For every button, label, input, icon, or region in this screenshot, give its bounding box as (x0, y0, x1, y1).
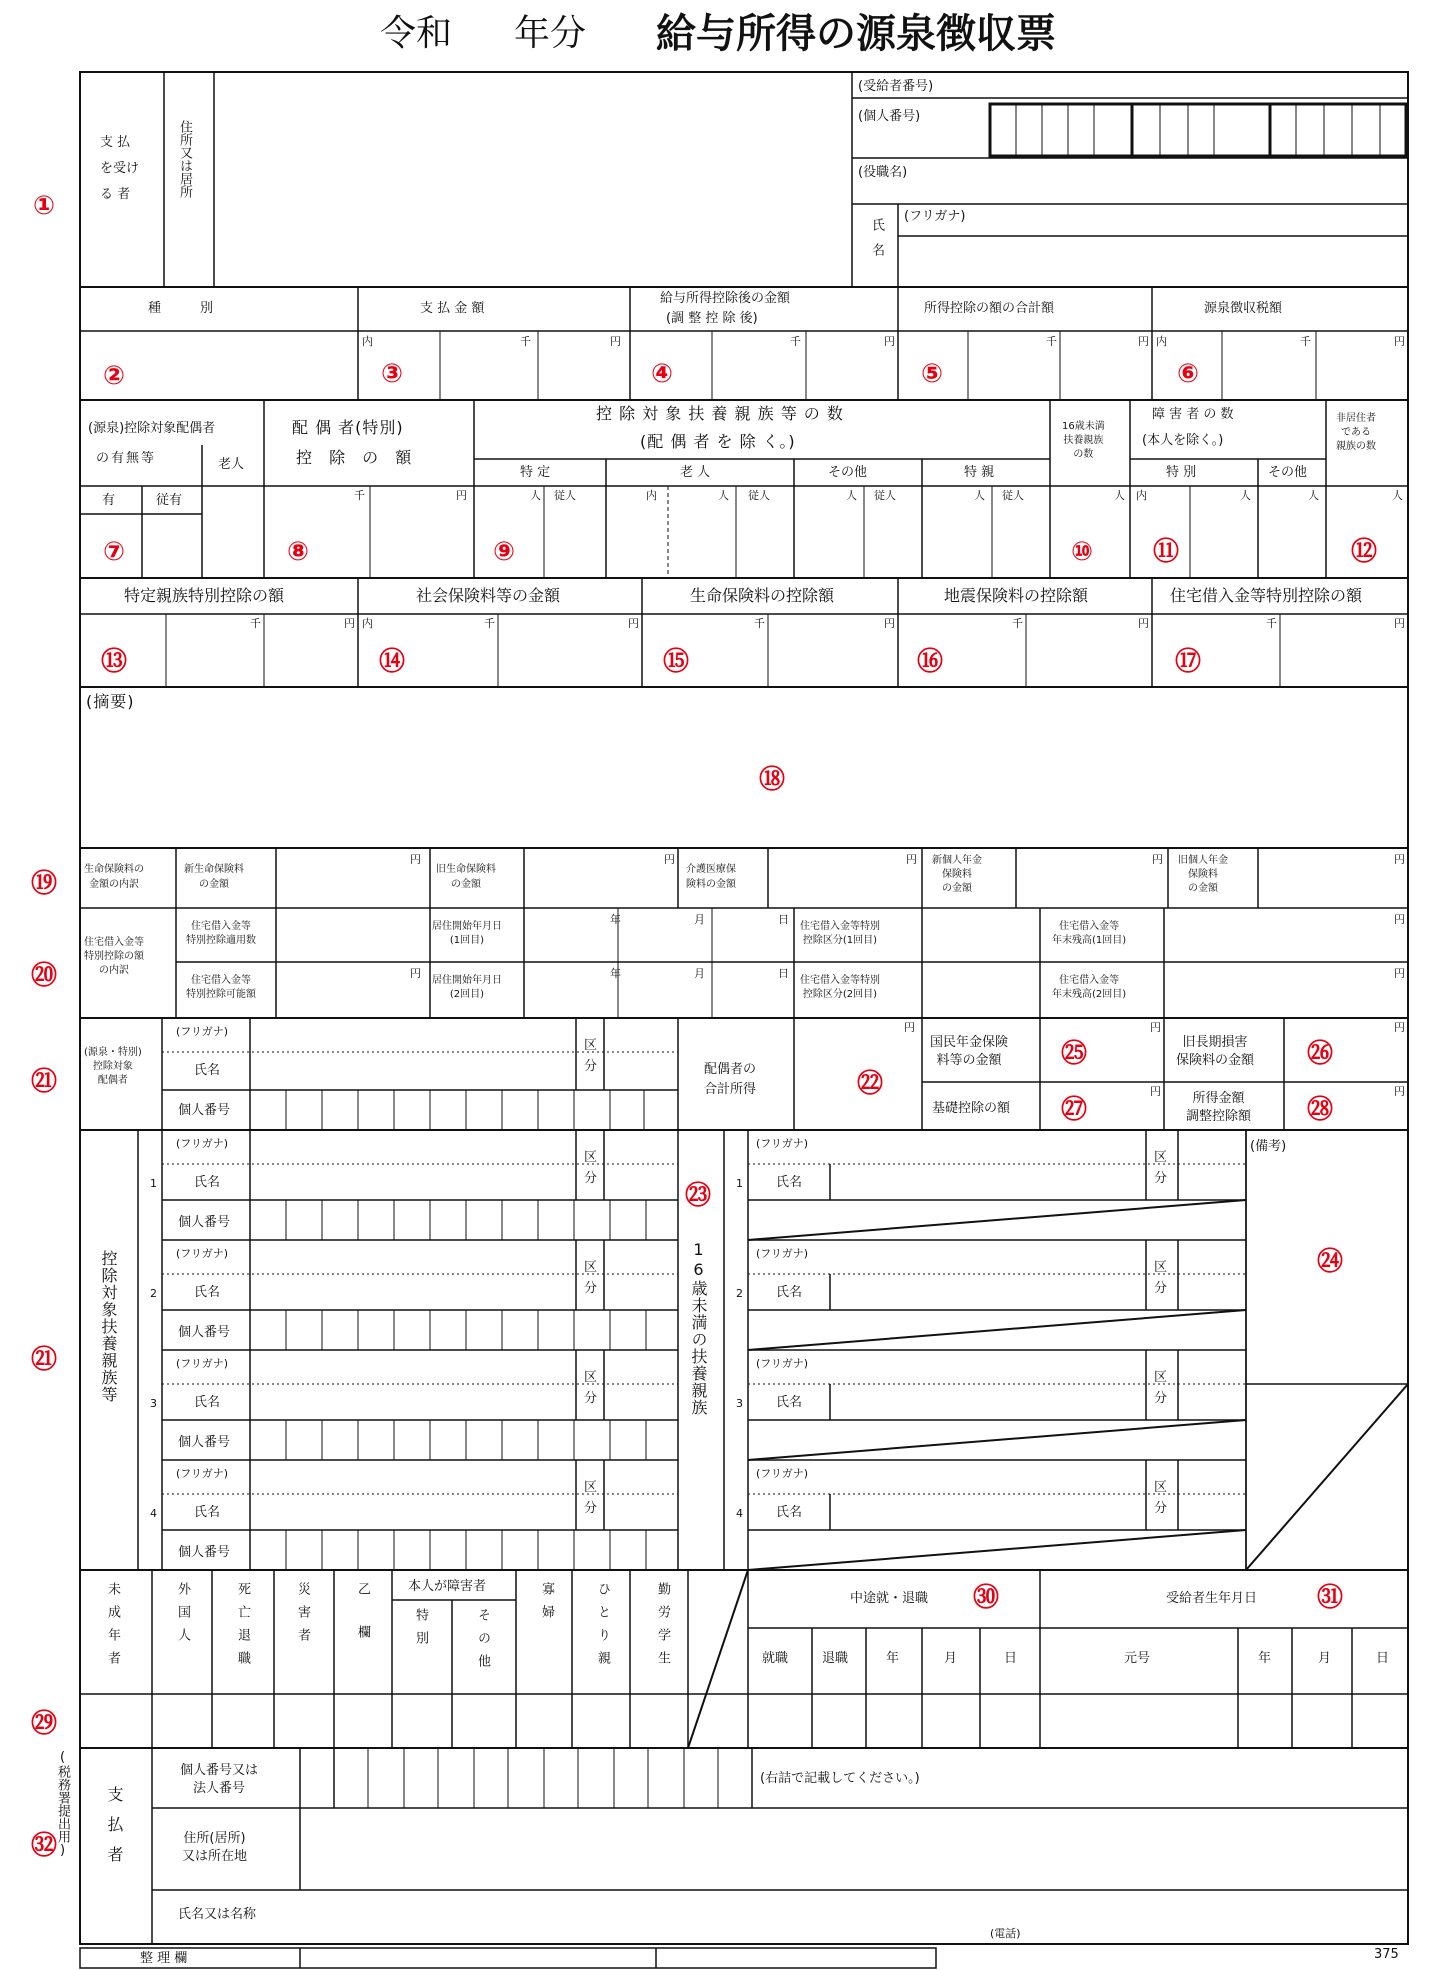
red-marker: ㉜ (30, 1831, 58, 1861)
recipient-id-label: (受給者番号) (858, 79, 934, 94)
dependent-pno-label: 個人番号 (178, 1325, 231, 1340)
dependent-number: 3 (150, 1397, 157, 1410)
unit-sen: 千 (790, 335, 801, 348)
unit-en: 円 (884, 335, 895, 348)
red-marker: ④ (650, 359, 674, 389)
unit-sen: 千 (520, 335, 531, 348)
earthquake-header: 地震保険料の控除額 (944, 586, 1089, 605)
unit-en: 円 (884, 617, 895, 630)
self-disabled-label: 本人が障害者 (408, 1579, 487, 1594)
seiri-label: 整 理 欄 (140, 1951, 188, 1966)
red-marker: ㉘ (1306, 1095, 1334, 1125)
title-era: 令和 (380, 13, 453, 54)
red-marker: ㉑ (30, 1067, 58, 1097)
unit-month: 月 (694, 913, 705, 926)
adjust-deduction-label: 所得金額 調整控除額 (1186, 1091, 1252, 1125)
dependent-number: 4 (150, 1507, 157, 1520)
disabled-other: その他 (1268, 465, 1308, 480)
tax-office-copy-label: (税務署提出用) (55, 1750, 70, 1858)
life-ins-label: 生命保険料の 金額の内訳 (84, 864, 144, 890)
remarks-label: (備考) (1250, 1139, 1287, 1154)
under16-furigana: (フリガナ) (756, 1467, 809, 1480)
dependent-name-label: 氏名 (194, 1175, 221, 1190)
housing-balance-1: 住宅借入金等 年末残高(1回目) (1052, 921, 1127, 946)
payer-label: 支払者 (105, 1786, 124, 1876)
under16-number: 3 (736, 1397, 743, 1410)
unit-en: 円 (1150, 1021, 1161, 1034)
dep-specific: 特 定 (520, 465, 551, 480)
old-pension-ins: 旧個人年金 保険料 の金額 (1178, 855, 1228, 894)
yes-label: 有 (102, 493, 116, 508)
unit-jyu: 従人 (554, 489, 576, 502)
life-insurance-header: 生命保険料の控除額 (690, 586, 835, 605)
bottom-col-label: 死亡退職 (235, 1582, 250, 1674)
housing-balance-2: 住宅借入金等 年末残高(2回目) (1052, 975, 1127, 1000)
bottom-col-label: 勤労学生 (655, 1582, 670, 1674)
payer-pno-label: 個人番号又は 法人番号 (180, 1763, 259, 1797)
under16-kubun: 区 分 (1154, 1260, 1168, 1296)
red-marker: ⑧ (286, 537, 310, 567)
unit-en: 円 (410, 853, 421, 866)
dependent-furigana: (フリガナ) (176, 1467, 229, 1480)
form-code: 375 (1374, 1947, 1399, 1962)
spouse-detail-label: (源泉・特別) 控除対象 配偶者 (84, 1047, 142, 1086)
bottom-sub-label: 月 (1318, 1651, 1332, 1666)
name-label: 氏名 (869, 218, 884, 268)
bottom-col-label: 外国人 (175, 1582, 190, 1651)
red-marker: ⑤ (920, 359, 944, 389)
unit-sen: 千 (1266, 617, 1277, 630)
housing-loan-header: 住宅借入金等特別控除の額 (1170, 586, 1363, 605)
unit-en: 円 (1138, 335, 1149, 348)
dependent-kubun: 区 分 (584, 1370, 598, 1406)
under16-detail-label: 16歳未満の扶養親族 (689, 1240, 708, 1416)
unit-uchi: 内 (362, 617, 373, 630)
unit-en: 円 (1394, 1021, 1405, 1034)
under16-name-label: 氏名 (776, 1175, 803, 1190)
right-align-note: (右詰で記載してください。) (760, 1771, 920, 1786)
red-marker: ⑬ (100, 647, 128, 677)
recipient-label: 支 払 を受け る 者 (100, 135, 140, 202)
total-deduction-header: 所得控除の額の合計額 (924, 301, 1055, 316)
unit-person: 人 (1308, 489, 1319, 502)
red-marker: ㉚ (972, 1583, 1000, 1613)
red-marker: ㉓ (684, 1181, 712, 1211)
summary-label: (摘要) (86, 692, 135, 711)
red-marker: ⑱ (758, 765, 786, 795)
social-insurance-header: 社会保険料等の金額 (416, 586, 561, 605)
title-year: 年分 (514, 13, 587, 54)
pension-label: 国民年金保険 料等の金額 (930, 1035, 1009, 1069)
old-life-ins: 旧生命保険料 の金額 (436, 864, 496, 890)
unit-en: 円 (906, 853, 917, 866)
self-disabled-col: その他 (475, 1608, 490, 1677)
unit-en: 円 (1394, 617, 1405, 630)
unit-sen: 千 (484, 617, 495, 630)
specific-relative-header: 特定親族特別控除の額 (124, 586, 285, 605)
unit-en: 円 (1150, 1085, 1161, 1098)
dep-special: 特 親 (964, 465, 995, 480)
dependent-kubun: 区 分 (584, 1260, 598, 1296)
phone-label: (電話) (990, 1927, 1021, 1940)
page-title: 給与所得の源泉徴収票 (656, 11, 1056, 57)
unit-uchi: 内 (1136, 489, 1147, 502)
unit-sen: 千 (1012, 617, 1023, 630)
spouse-header-2: の有無等 (96, 451, 157, 466)
housing-category-1: 住宅借入金等特別 控除区分(1回目) (800, 921, 880, 946)
under16-kubun: 区 分 (1154, 1150, 1168, 1186)
dependent-pno-label: 個人番号 (178, 1435, 231, 1450)
unit-person: 人 (974, 489, 985, 502)
self-disabled-col: 特別 (413, 1608, 428, 1654)
under16-furigana: (フリガナ) (756, 1247, 809, 1260)
unit-person: 人 (530, 489, 541, 502)
unit-en: 円 (610, 335, 621, 348)
unit-jyu: 従人 (1002, 489, 1024, 502)
red-marker: ㉔ (1316, 1247, 1344, 1277)
spouse-total-income: 配偶者の 合計所得 (704, 1062, 757, 1097)
under16-name-label: 氏名 (776, 1395, 803, 1410)
red-marker: ㉒ (856, 1069, 884, 1099)
unit-en: 円 (1394, 967, 1405, 980)
bottom-col-label: 未成年者 (105, 1582, 120, 1674)
nonresident-label: 非居住者 である 親族の数 (1336, 413, 1376, 452)
birth-label: 受給者生年月日 (1166, 1591, 1258, 1606)
unit-en: 円 (1394, 1085, 1405, 1098)
unit-month: 月 (694, 967, 705, 980)
bottom-col-label: 乙欄 (355, 1582, 370, 1668)
under16-furigana: (フリガナ) (756, 1357, 809, 1370)
unit-en: 円 (410, 967, 421, 980)
spouse-kubun: 区 分 (584, 1038, 598, 1074)
housing-applicable: 住宅借入金等 特別控除適用数 (186, 921, 256, 946)
midway-label: 中途就・退職 (850, 1591, 929, 1606)
red-marker: ⑨ (492, 537, 516, 567)
spouse-deduction-label-2: 控 除 の 額 (296, 448, 418, 467)
bottom-sub-label: 月 (944, 1651, 958, 1666)
unit-en: 円 (904, 1021, 915, 1034)
unit-jyu: 従人 (748, 489, 770, 502)
dependents-header-2: (配 偶 者 を 除 く。) (640, 432, 796, 451)
unit-uchi: 内 (362, 335, 373, 348)
bottom-sub-label: 就職 (762, 1651, 789, 1666)
under16-name-label: 氏名 (776, 1505, 803, 1520)
unit-en: 円 (664, 853, 675, 866)
payment-header: 支 払 金 額 (420, 301, 485, 316)
under16-kubun: 区 分 (1154, 1480, 1168, 1516)
furigana-label: (フリガナ) (904, 209, 966, 224)
bottom-sub-label: 元号 (1124, 1651, 1151, 1666)
bottom-col-label: ひとり親 (595, 1582, 610, 1674)
red-marker: ㉙ (30, 1709, 58, 1739)
unit-jyu: 従人 (874, 489, 896, 502)
unit-year: 年 (610, 967, 621, 980)
dependent-kubun: 区 分 (584, 1480, 598, 1516)
unit-en: 円 (628, 617, 639, 630)
red-marker: ③ (380, 359, 404, 389)
start-date-1: 居住開始年月日 (1回目) (432, 921, 502, 946)
under16-number: 2 (736, 1287, 743, 1300)
unit-year: 年 (610, 913, 621, 926)
red-marker: ⑲ (30, 869, 58, 899)
unit-en: 円 (1394, 913, 1405, 926)
jyu-yes-label: 従有 (156, 493, 183, 508)
dependent-pno-label: 個人番号 (178, 1215, 231, 1230)
dependent-furigana: (フリガナ) (176, 1247, 229, 1260)
dependent-number: 1 (150, 1177, 157, 1190)
dependents-detail-label: 控除対象扶養親族等 (99, 1250, 118, 1403)
unit-person: 人 (1392, 489, 1403, 502)
red-marker: ㉗ (1060, 1095, 1088, 1125)
dependent-name-label: 氏名 (194, 1505, 221, 1520)
after-deduction-header: 給与所得控除後の金額 (660, 291, 791, 306)
bottom-sub-label: 日 (1376, 1651, 1390, 1666)
housing-category-2: 住宅借入金等特別 控除区分(2回目) (800, 975, 880, 1000)
old-long-label: 旧長期損害 保険料の金額 (1176, 1035, 1255, 1069)
basic-deduction-label: 基礎控除の額 (932, 1101, 1011, 1116)
dependent-furigana: (フリガナ) (176, 1137, 229, 1150)
disabled-header-2: (本人を除く。) (1142, 433, 1224, 448)
withholding-header: 源泉徴収税額 (1204, 301, 1283, 316)
dependents-header: 控 除 対 象 扶 養 親 族 等 の 数 (596, 404, 844, 423)
unit-person: 人 (1114, 489, 1125, 502)
unit-uchi: 内 (646, 489, 657, 502)
adjust-header: (調 整 控 除 後) (666, 311, 758, 326)
position-label: (役職名) (858, 165, 908, 180)
spouse-deduction-label: 配 偶 者(特別) (292, 418, 404, 437)
red-marker: ⑪ (1152, 537, 1180, 567)
start-date-2: 居住開始年月日 (2回目) (432, 975, 502, 1000)
new-pension-ins: 新個人年金 保険料 の金額 (932, 855, 982, 894)
red-marker: ⑩ (1070, 537, 1094, 567)
dep-other: その他 (828, 465, 868, 480)
unit-person: 人 (1240, 489, 1251, 502)
unit-person: 人 (718, 489, 729, 502)
dependent-name-label: 氏名 (194, 1395, 221, 1410)
spouse-name-label: 氏名 (194, 1063, 221, 1078)
unit-sen: 千 (1046, 335, 1057, 348)
bottom-sub-label: 退職 (822, 1651, 849, 1666)
red-marker: ⑥ (1176, 359, 1200, 389)
red-marker: ⑰ (1174, 647, 1202, 677)
under16-name-label: 氏名 (776, 1285, 803, 1300)
payer-address-label: 住所(居所) 又は所在地 (182, 1831, 248, 1865)
spouse-furigana: (フリガナ) (176, 1025, 229, 1038)
disabled-header: 障 害 者 の 数 (1152, 407, 1234, 422)
under16-number: 1 (736, 1177, 743, 1190)
unit-day: 日 (778, 913, 789, 926)
dependent-number: 2 (150, 1287, 157, 1300)
under16-label: 16歳未満 扶養親族 の数 (1062, 421, 1105, 460)
bottom-sub-label: 日 (1004, 1651, 1018, 1666)
unit-person: 人 (846, 489, 857, 502)
unit-en: 円 (1152, 853, 1163, 866)
dependent-name-label: 氏名 (194, 1285, 221, 1300)
spouse-header: (源泉)控除対象配偶者 (88, 421, 216, 436)
red-marker: ⑳ (30, 961, 58, 991)
red-marker: ⑦ (102, 537, 126, 567)
red-marker: ⑭ (378, 647, 406, 677)
unit-en: 円 (1394, 853, 1405, 866)
red-marker: ⑮ (662, 647, 690, 677)
spouse-pno-label: 個人番号 (178, 1103, 231, 1118)
elder-label: 老人 (218, 457, 245, 472)
red-marker: ㉖ (1306, 1039, 1334, 1069)
unit-uchi: 内 (1156, 335, 1167, 348)
red-marker: ⑯ (916, 647, 944, 677)
bottom-sub-label: 年 (1258, 1651, 1272, 1666)
payer-name-label: 氏名又は名称 (178, 1907, 257, 1922)
dependent-pno-label: 個人番号 (178, 1545, 231, 1560)
personal-number-label: (個人番号) (858, 109, 921, 124)
bottom-col-label: 災害者 (295, 1582, 310, 1651)
housing-possible: 住宅借入金等 特別控除可能額 (186, 975, 256, 1000)
unit-en: 円 (1394, 335, 1405, 348)
unit-day: 日 (778, 967, 789, 980)
under16-furigana: (フリガナ) (756, 1137, 809, 1150)
under16-number: 4 (736, 1507, 743, 1520)
red-marker: ㉛ (1316, 1583, 1344, 1613)
unit-sen: 千 (754, 617, 765, 630)
red-marker: ㉑ (30, 1345, 58, 1375)
disabled-special: 特 別 (1166, 465, 1197, 480)
unit-sen: 千 (250, 617, 261, 630)
bottom-col-label: 寡婦 (539, 1582, 554, 1628)
housing-label: 住宅借入金等 特別控除の額 の内訳 (84, 937, 144, 976)
red-marker: ① (32, 191, 56, 221)
care-medical-ins: 介護医療保 険料の金額 (686, 864, 736, 890)
red-marker: ② (102, 361, 126, 391)
new-life-ins: 新生命保険料 の金額 (184, 864, 244, 890)
red-marker: ⑫ (1350, 537, 1378, 567)
type-header: 種 別 (148, 301, 214, 316)
unit-en: 円 (1138, 617, 1149, 630)
under16-kubun: 区 分 (1154, 1370, 1168, 1406)
dep-elder: 老 人 (680, 465, 711, 480)
dependent-kubun: 区 分 (584, 1150, 598, 1186)
unit-en: 円 (344, 617, 355, 630)
unit-sen: 千 (1300, 335, 1311, 348)
address-label: 住所又は居所 (177, 120, 192, 198)
unit-sen: 千 (354, 489, 365, 502)
bottom-sub-label: 年 (886, 1651, 900, 1666)
red-marker: ㉕ (1060, 1039, 1088, 1069)
dependent-furigana: (フリガナ) (176, 1357, 229, 1370)
unit-en: 円 (456, 489, 467, 502)
